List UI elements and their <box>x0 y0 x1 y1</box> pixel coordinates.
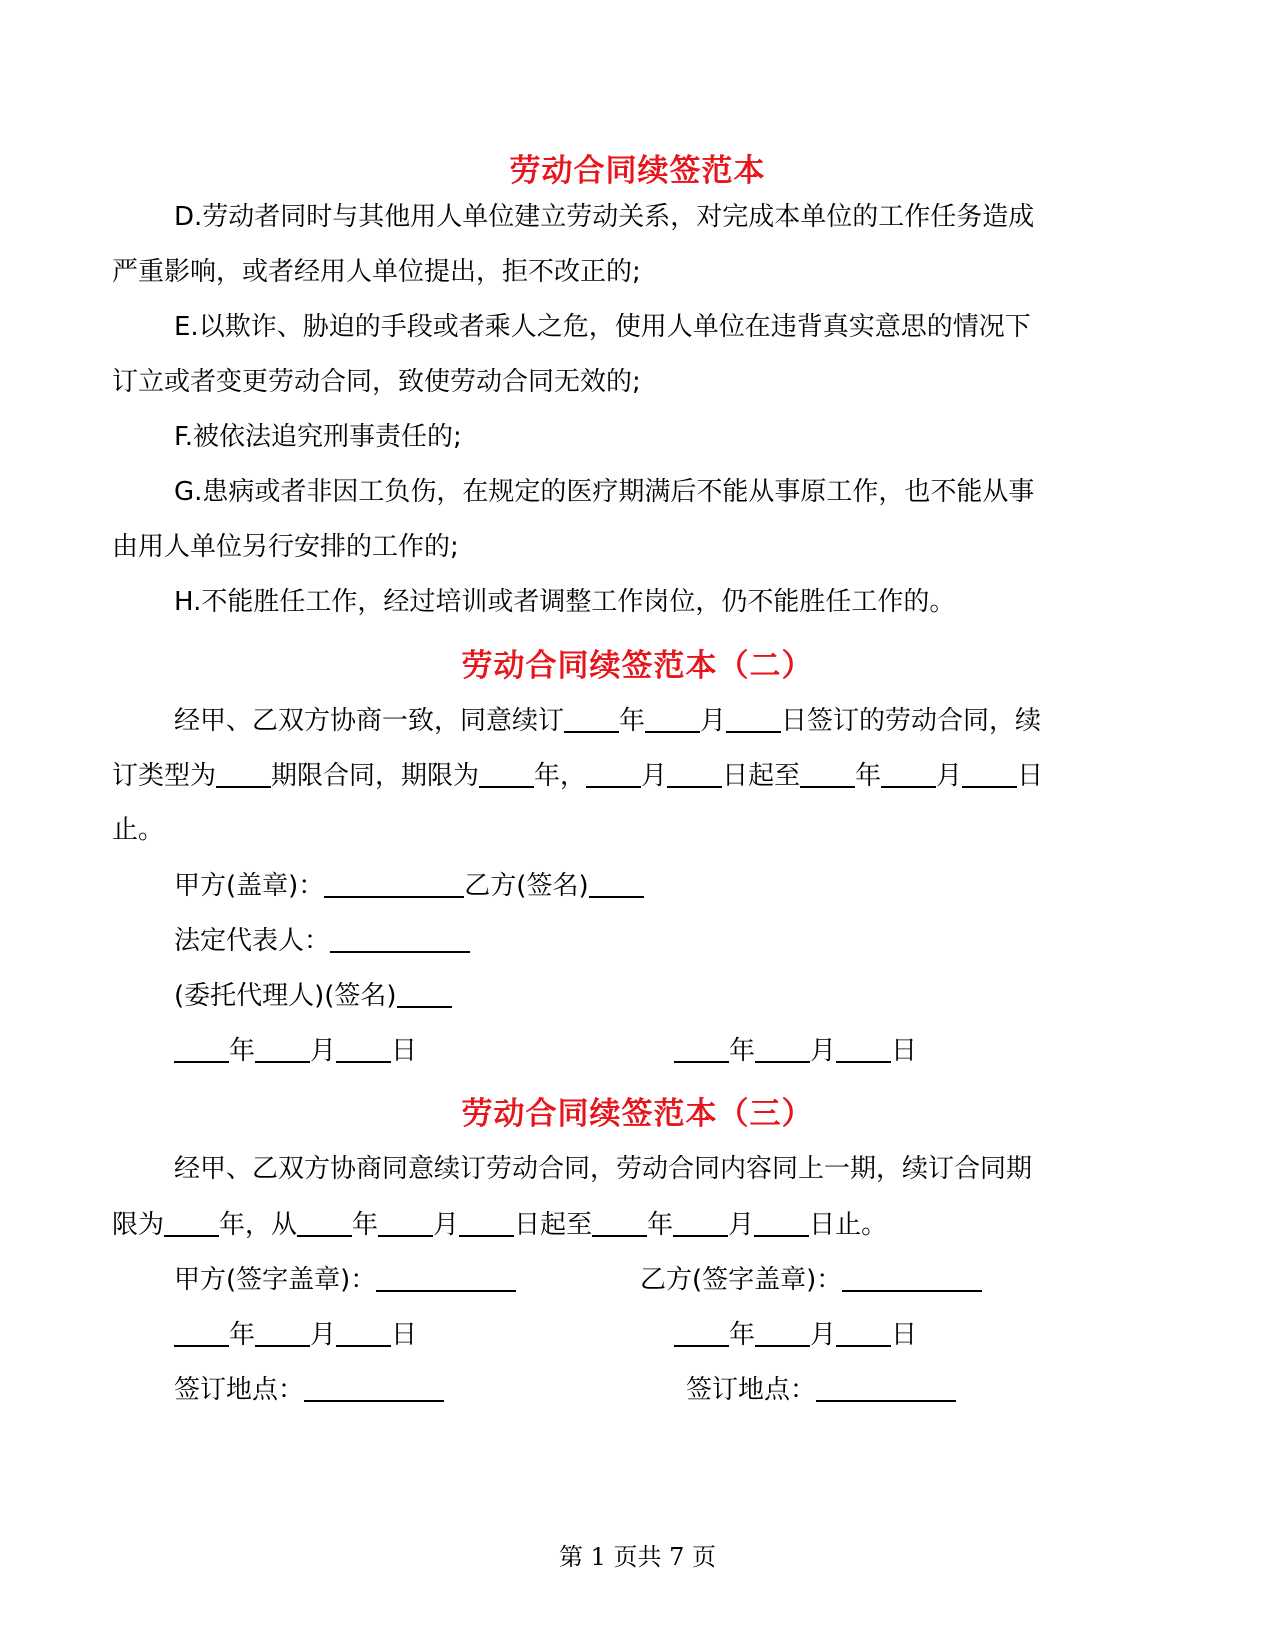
blank-field[interactable] <box>459 1207 514 1237</box>
day-label: 日 <box>391 1320 418 1350</box>
month-label: 月 <box>433 1210 460 1240</box>
blank-field[interactable] <box>755 1033 810 1063</box>
month-label: 月 <box>810 1320 837 1350</box>
sec3-text: 限为 <box>112 1210 165 1240</box>
blank-field[interactable] <box>755 1317 810 1347</box>
blank-field[interactable] <box>754 1207 809 1237</box>
sec2-text: 年， <box>534 761 587 791</box>
month-label: 月 <box>810 1036 837 1066</box>
blank-field[interactable] <box>255 1033 310 1063</box>
party-b-label: 乙方(签字盖章)： <box>640 1265 843 1295</box>
year-label: 年 <box>229 1320 256 1350</box>
place-field[interactable] <box>304 1372 444 1402</box>
clause-d-line2: 严重影响，或者经用人单位提出，拒不改正的; <box>112 257 641 287</box>
sec3-party-b <box>640 1262 1090 1297</box>
sec2-para-line2 <box>112 758 1142 793</box>
blank-field[interactable] <box>667 758 722 788</box>
sec3-party-a <box>174 1262 624 1297</box>
sec3-date-left <box>174 1317 574 1352</box>
sec2-text: 期限合同，期限为 <box>271 761 480 791</box>
blank-field[interactable] <box>564 703 619 733</box>
place-label: 签订地点： <box>174 1375 305 1405</box>
month-label: 月 <box>641 761 668 791</box>
year-label: 年 <box>619 706 646 736</box>
clause-g-line1: G.患病或者非因工负伤，在规定的医疗期满后不能从事原工作，也不能从事 <box>174 477 1035 507</box>
sec2-text: 日起至 <box>722 761 801 791</box>
title-3: 劳动合同续签范本（三） <box>461 1096 814 1132</box>
clause-h: H.不能胜任工作，经过培训或者调整工作岗位，仍不能胜任工作的。 <box>174 587 956 617</box>
blank-field[interactable] <box>336 1317 391 1347</box>
blank-field[interactable] <box>336 1033 391 1063</box>
blank-field[interactable] <box>297 1207 352 1237</box>
blank-field[interactable] <box>174 1317 229 1347</box>
sec2-rep <box>174 923 1204 958</box>
sec2-parties <box>174 868 1204 903</box>
year-label: 年 <box>729 1036 756 1066</box>
blank-field[interactable] <box>174 1033 229 1063</box>
blank-field[interactable] <box>881 758 936 788</box>
blank-field[interactable] <box>645 703 700 733</box>
blank-field[interactable] <box>836 1033 891 1063</box>
party-a-label: 甲方(签字盖章)： <box>174 1265 377 1295</box>
sec2-para-line1 <box>174 703 1204 738</box>
sec2-date-right <box>674 1033 1074 1068</box>
sec2-text: 日签订的劳动合同，续 <box>781 706 1042 736</box>
blank-field[interactable] <box>726 703 781 733</box>
blank-field[interactable] <box>592 1207 647 1237</box>
month-label: 月 <box>700 706 727 736</box>
sec3-para-line1: 经甲、乙双方协商同意续订劳动合同，劳动合同内容同上一期，续订合同期 <box>174 1154 1033 1184</box>
month-label: 月 <box>936 761 963 791</box>
rep-field[interactable] <box>330 923 470 953</box>
blank-field[interactable] <box>164 1207 219 1237</box>
year-label: 年 <box>729 1320 756 1350</box>
year-label: 年 <box>352 1210 379 1240</box>
sec3-text: 日起至 <box>514 1210 593 1240</box>
sec2-text: 经甲、乙双方协商一致，同意续订 <box>174 706 565 736</box>
party-b-field[interactable] <box>589 868 644 898</box>
place-label: 签订地点： <box>686 1375 817 1405</box>
agent-field[interactable] <box>397 978 452 1008</box>
day-label: 日 <box>891 1036 918 1066</box>
blank-field[interactable] <box>674 1317 729 1347</box>
title-1: 劳动合同续签范本 <box>509 153 766 189</box>
sec3-date-right <box>674 1317 1074 1352</box>
sec3-text: 日止。 <box>809 1210 888 1240</box>
rep-label: 法定代表人： <box>174 926 331 956</box>
clause-e-line2: 订立或者变更劳动合同，致使劳动合同无效的; <box>112 367 641 397</box>
clause-e-line1: E.以欺诈、胁迫的手段或者乘人之危，使用人单位在违背真实意思的情况下 <box>174 312 1031 342</box>
day-label: 日 <box>1017 761 1044 791</box>
blank-field[interactable] <box>800 758 855 788</box>
day-label: 日 <box>891 1320 918 1350</box>
month-label: 月 <box>310 1036 337 1066</box>
sec2-para-line3: 止。 <box>112 815 165 845</box>
party-b-label: 乙方(签名) <box>464 871 589 901</box>
month-label: 月 <box>310 1320 337 1350</box>
day-label: 日 <box>391 1036 418 1066</box>
month-label: 月 <box>728 1210 755 1240</box>
year-label: 年 <box>855 761 882 791</box>
sec3-para-line2 <box>112 1207 1142 1242</box>
sec3-place-right <box>686 1372 1086 1407</box>
party-b-field[interactable] <box>842 1262 982 1292</box>
sec2-agent <box>174 978 1204 1013</box>
blank-field[interactable] <box>216 758 271 788</box>
blank-field[interactable] <box>255 1317 310 1347</box>
blank-field[interactable] <box>962 758 1017 788</box>
sec2-text: 订类型为 <box>112 761 217 791</box>
blank-field[interactable] <box>479 758 534 788</box>
blank-field[interactable] <box>586 758 641 788</box>
place-field[interactable] <box>816 1372 956 1402</box>
blank-field[interactable] <box>378 1207 433 1237</box>
clause-g-line2: 由用人单位另行安排的工作的; <box>112 532 459 562</box>
blank-field[interactable] <box>836 1317 891 1347</box>
clause-f: F.被依法追究刑事责任的; <box>174 422 462 452</box>
clause-d-line1: D.劳动者同时与其他用人单位建立劳动关系，对完成本单位的工作任务造成 <box>174 202 1035 232</box>
title-2: 劳动合同续签范本（二） <box>461 648 814 684</box>
party-a-field[interactable] <box>324 868 464 898</box>
party-a-label: 甲方(盖章)： <box>174 871 325 901</box>
blank-field[interactable] <box>674 1033 729 1063</box>
party-a-field[interactable] <box>376 1262 516 1292</box>
sec3-place-left <box>174 1372 574 1407</box>
year-label: 年 <box>229 1036 256 1066</box>
page-footer: 第 1 页共 7 页 <box>558 1543 717 1571</box>
sec3-text: 年，从 <box>219 1210 298 1240</box>
agent-label: (委托代理人)(签名) <box>174 981 397 1011</box>
blank-field[interactable] <box>673 1207 728 1237</box>
year-label: 年 <box>647 1210 674 1240</box>
